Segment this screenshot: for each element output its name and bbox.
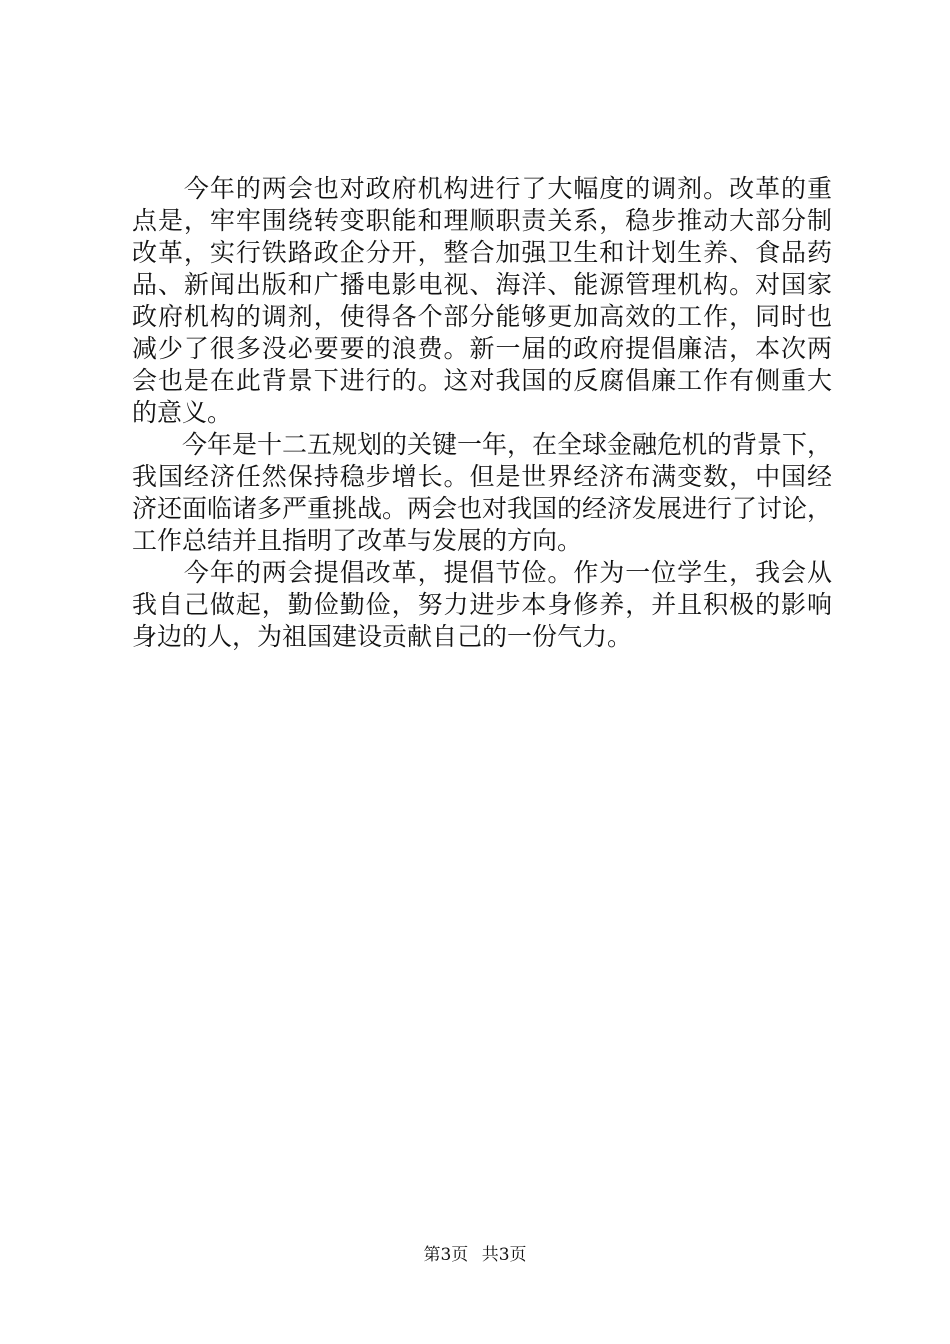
page-number: 第3页 — [423, 1245, 469, 1265]
paragraph-2 — [132, 429, 832, 557]
text-line: 身边的人，为祖国建设贡献自己的一份气力。 — [132, 622, 633, 651]
paragraph-1 — [132, 173, 832, 429]
paragraph-3 — [132, 557, 832, 653]
text-line: 的意义。 — [132, 398, 233, 427]
page-total: 共3页 — [481, 1245, 527, 1265]
text-line: 我自己做起，勤俭勤俭，努力进步本身修养，并且积极的影响 — [132, 590, 832, 619]
text-line: 工作总结并且指明了改革与发展的方向。 — [132, 526, 583, 555]
text-line: 政府机构的调剂，使得各个部分能够更加高效的工作，同时也 — [132, 302, 832, 331]
text-line: 点是，牢牢围绕转变职能和理顺职责关系，稳步推动大部分制 — [132, 206, 832, 235]
page-footer — [0, 1244, 950, 1266]
text-line: 济还面临诸多严重挑战。两会也对我国的经济发展进行了讨论， — [132, 494, 833, 523]
text-line: 改革，实行铁路政企分开，整合加强卫生和计划生养、食品药 — [132, 238, 832, 267]
text-line: 今年的两会也对政府机构进行了大幅度的调剂。改革的重 — [132, 174, 832, 203]
document-body — [132, 173, 832, 653]
text-line: 我国经济任然保持稳步增长。但是世界经济布满变数，中国经 — [132, 462, 832, 491]
text-line: 今年的两会提倡改革，提倡节俭。作为一位学生，我会从 — [132, 558, 832, 587]
text-line: 品、新闻出版和广播电影电视、海洋、能源管理机构。对国家 — [132, 270, 832, 299]
text-line: 会也是在此背景下进行的。这对我国的反腐倡廉工作有侧重大 — [132, 366, 832, 395]
text-line: 今年是十二五规划的关键一年，在全球金融危机的背景下， — [132, 430, 833, 459]
text-line: 减少了很多没必要要的浪费。新一届的政府提倡廉洁，本次两 — [132, 334, 832, 363]
